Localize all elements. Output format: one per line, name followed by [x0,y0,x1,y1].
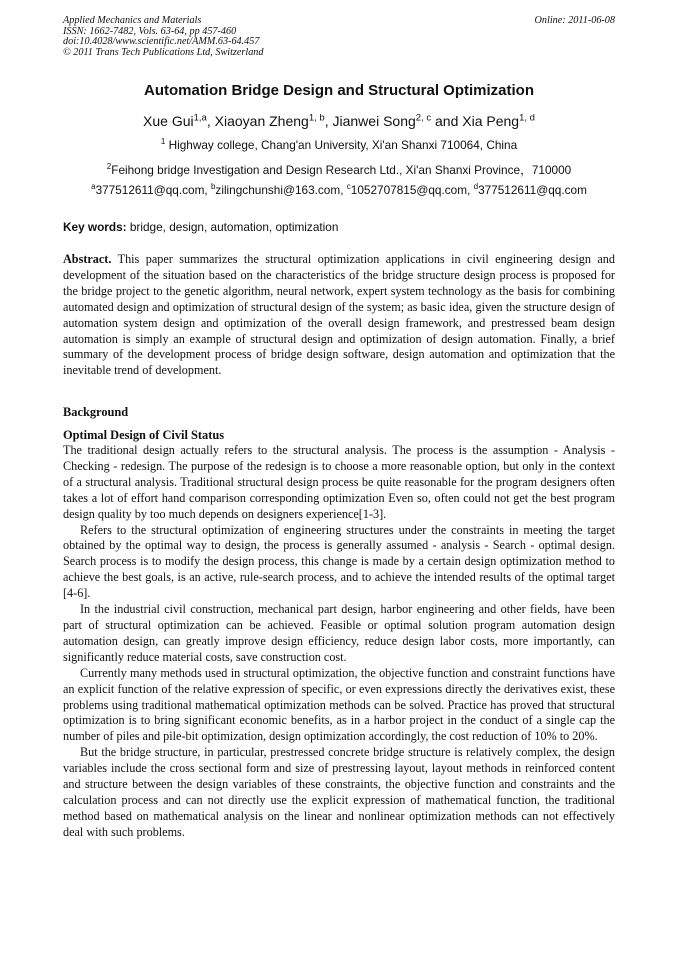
author-list [0,113,678,129]
affiliation-marker: 1 [160,137,166,147]
author-name: Xia Peng [462,113,520,129]
copyright-line: © 2011 Trans Tech Publications Ltd, Switzerland [63,46,264,58]
author-separator: and [431,113,463,129]
email-marker: a [91,182,96,192]
email-address[interactable]: 377512611@qq.com [478,183,587,197]
email-address[interactable]: 1052707815@qq.com, [350,183,474,197]
author-name: Xiaoyan Zheng [214,113,309,129]
abstract [63,252,615,379]
paragraph: In the industrial civil construction, mechanical part design, harbor engineering and other fields, have been part of structural optimization can be achieved. Feasible or optimal solution program automation design automation design, can greatly improve design efficiency, reduce design labor costs, more importantly, can significantly reduce material costs, save construction cost. [63,602,615,664]
email-marker: b [210,182,216,192]
author-affiliation-marker: 1, d [519,112,535,124]
abstract-text: This paper summarizes the structural optimization applications in civil engineering design and development of the situation based on the characteristics of the bridge structure design process is proposed for the bridge project to the genetic algorithm, neural network, expert system technology as the basis for combining automated design and optimization of structural design of the system; as basic idea, given the structure design of automation system design and optimization of the overall design framework, and prestressed beam design automation is simply an example of structural design and optimization of design automation. Finally, a brief summary of the development process of bridge design software, design automation and optimization that the inevitable trend of development. [63,252,615,378]
section-heading-background: Background [63,405,129,419]
doi-line[interactable]: doi:10.4028/www.scientific.net/AMM.63-64.457 [63,36,260,48]
email-list [0,183,678,197]
body-text [63,443,615,841]
author-separator: , [324,113,333,129]
affiliation-text: Feihong bridge Investigation and Design Research Ltd., Xi'an Shanxi Province，710000 [111,163,572,177]
affiliation-marker: 2 [106,162,112,172]
paragraph: Currently many methods used in structural optimization, the objective function and constraint functions have an explicit function of the relative expression of specific, or even expressions directly the derivatives exist, these problems using traditional mathematical optimization methods can be solved. Practice has proved that structural optimization is to bring significant economic benefits, as in a harbor project in the conduct of a single cap the number of piles and pile-bit optimization, design optimization accordingly, the cost reduction of 10% to 20%. [63,665,615,744]
paragraph: Refers to the structural optimization of engineering structures under the constraints in meeting the target obtained by the optimal way to design, the process is generally assumed - analysis - Search - optimal design. Search process is to modify the design process, this change is made by a certain design optimization method to achieve the best goals, is an active, rule-search process, and to achieve the intended results of the optimal target [4-6]. [63,522,615,601]
affiliation-2 [0,161,678,178]
online-date: Online: 2011-06-08 [534,15,615,26]
journal-header [63,16,615,58]
author-name: Xue Gui [143,113,194,129]
email-marker: c [346,182,351,192]
author-affiliation-marker: 1,a [193,112,207,124]
issn-line: ISSN: 1662-7482, Vols. 63-64, pp 457-460 [63,25,237,37]
keywords [63,220,338,234]
email-address[interactable]: zilingchunshi@163.com, [215,183,347,197]
author-separator: , [206,113,215,129]
journal-name: Applied Mechanics and Materials [63,15,202,26]
email-marker: d [473,182,479,192]
paragraph: The traditional design actually refers to the structural analysis. The process is the assumption - Analysis - Checking - redesign. The purpose of the redesign is to choose a more reasonable option, but only in the context of a structural analysis. Traditional structural design process be quite reasonable for the program designers often takes a lot of effort hand comparison corresponding optimization Even so, often could not get the best program design quality by too much depends on designers experience[1-3]. [63,443,615,521]
affiliation-1 [0,138,678,152]
author-affiliation-marker: 2, c [415,112,432,124]
author-affiliation-marker: 1, b [308,112,325,124]
subsection-heading-optimal-design: Optimal Design of Civil Status [63,428,225,442]
email-address[interactable]: 377512611@qq.com, [95,183,211,197]
keywords-label: Key words: [63,220,127,234]
abstract-label: Abstract. [63,252,112,266]
paper-title: Automation Bridge Design and Structural Optimization [143,82,534,99]
author-name: Jianwei Song [332,113,416,129]
keywords-text: bridge, design, automation, optimization [126,220,339,234]
affiliation-text: Highway college, Chang'an University, Xi'an Shanxi 710064, China [165,138,518,152]
paragraph: But the bridge structure, in particular, prestressed concrete bridge structure is relatively complex, the design variables include the cross sectional form and size of prestressing layout, layout methods in reinforced content and structure between the design variables of these constraints, the objective function and constraints and the calculation process and can not directly use the explicit expression of mathematical function, the traditional method based on mathematical analysis on the linear and nonlinear optimization methods can not effectively deal with such problems. [63,745,615,839]
